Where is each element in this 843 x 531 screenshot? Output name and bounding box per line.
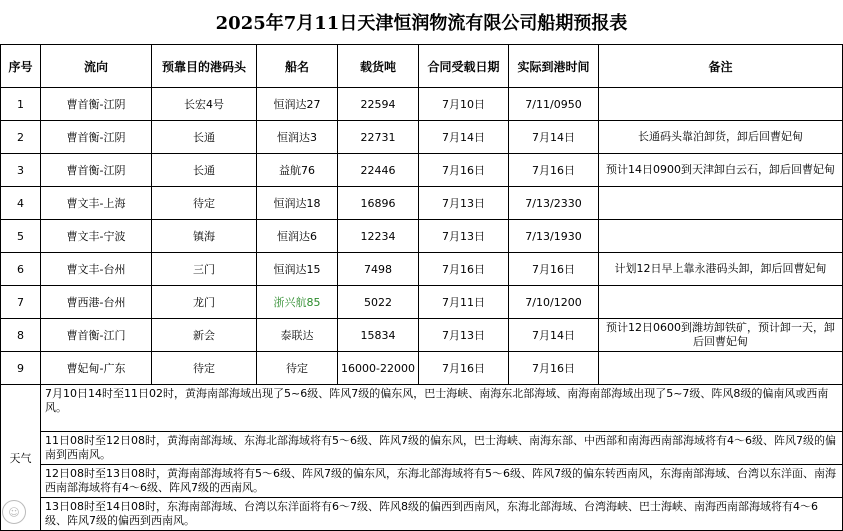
cell-port: 长通 [152, 154, 257, 187]
header-arrival: 实际到港时间 [509, 45, 599, 88]
cell-route: 曹首衡-江阴 [41, 88, 152, 121]
page-title: 2025年7月11日天津恒润物流有限公司船期预报表 [0, 0, 843, 45]
cell-no: 3 [1, 154, 41, 187]
cell-contract-date: 7月16日 [419, 253, 509, 286]
cell-contract-date: 7月10日 [419, 88, 509, 121]
weather-paragraph: 11日08时至12日08时，黄海南部海域、东海北部海域将有5～6级、阵风7级的偏东风，巴士海峡、南海东部、中西部和南海西南部海域将有4～6级、阵风7级的偏南到西南风。 [41, 431, 842, 464]
cell-route: 曹妃甸-广东 [41, 352, 152, 385]
table-row [1, 286, 843, 319]
cell-arrival: 7/10/1200 [509, 286, 599, 319]
table-row [1, 319, 843, 352]
cell-ship: 待定 [257, 352, 338, 385]
cell-route: 曹文丰-台州 [41, 253, 152, 286]
table-row [1, 253, 843, 286]
cell-no: 8 [1, 319, 41, 352]
cell-note: 预计14日0900到天津卸白云石，卸后回曹妃甸 [599, 154, 843, 187]
table-row [1, 88, 843, 121]
cell-arrival: 7/13/2330 [509, 187, 599, 220]
cell-ship: 恒润达18 [257, 187, 338, 220]
weather-cell [41, 385, 843, 531]
cell-ship: 恒润达3 [257, 121, 338, 154]
cell-tons: 22731 [338, 121, 419, 154]
cell-arrival: 7月14日 [509, 319, 599, 352]
cell-ship: 恒润达27 [257, 88, 338, 121]
cell-contract-date: 7月14日 [419, 121, 509, 154]
cell-note [599, 352, 843, 385]
cell-route: 曹首衡-江阴 [41, 154, 152, 187]
cell-tons: 7498 [338, 253, 419, 286]
cell-no: 5 [1, 220, 41, 253]
cell-note [599, 220, 843, 253]
cell-port: 新会 [152, 319, 257, 352]
cell-route: 曹首衡-江阴 [41, 121, 152, 154]
cell-note [599, 88, 843, 121]
cell-note [599, 187, 843, 220]
table-row [1, 220, 843, 253]
cell-ship: 浙兴航85 [257, 286, 338, 319]
cell-tons: 12234 [338, 220, 419, 253]
table-row [1, 121, 843, 154]
schedule-table [0, 44, 843, 531]
cell-port: 待定 [152, 187, 257, 220]
cell-arrival: 7月16日 [509, 352, 599, 385]
cell-port: 待定 [152, 352, 257, 385]
cell-note [599, 286, 843, 319]
weather-paragraph: 7月10日14时至11日02时，黄海南部海域出现了5~6级、阵风7级的偏东风，巴士海峡、南海东北部海域、南海南部海域出现了5~7级、阵风8级的偏南风或西南风。 [45, 387, 829, 414]
cell-ship: 泰联达 [257, 319, 338, 352]
cell-route: 曹西港-台州 [41, 286, 152, 319]
cell-note: 长通码头靠泊卸货，卸后回曹妃甸 [599, 121, 843, 154]
cell-arrival: 7/13/1930 [509, 220, 599, 253]
cell-route: 曹文丰-宁波 [41, 220, 152, 253]
cell-no: 9 [1, 352, 41, 385]
cell-no: 1 [1, 88, 41, 121]
cell-note: 预计12日0600到潍坊卸铁矿，预计卸一天，卸后回曹妃甸 [599, 319, 843, 352]
cell-port: 三门 [152, 253, 257, 286]
table-row [1, 154, 843, 187]
cell-contract-date: 7月13日 [419, 220, 509, 253]
header-note: 备注 [599, 45, 843, 88]
header-no: 序号 [1, 45, 41, 88]
cell-ship: 益航76 [257, 154, 338, 187]
cell-tons: 16896 [338, 187, 419, 220]
header-tons: 载货吨 [338, 45, 419, 88]
cell-contract-date: 7月16日 [419, 154, 509, 187]
header-port: 预靠目的港码头 [152, 45, 257, 88]
weather-label: 天气 [1, 385, 41, 531]
cell-tons: 15834 [338, 319, 419, 352]
cell-port: 长通 [152, 121, 257, 154]
cell-tons: 22446 [338, 154, 419, 187]
header-ship: 船名 [257, 45, 338, 88]
cell-tons: 5022 [338, 286, 419, 319]
cell-port: 镇海 [152, 220, 257, 253]
cell-tons: 22594 [338, 88, 419, 121]
weather-paragraph: 12日08时至13日08时，黄海南部海域将有5～6级、阵风7级的偏东风，东海北部海域将有5～6级、阵风7级的偏东转西南风，东海南部海域、台湾以东洋面、南海西南部海域将有4～6级、阵风7级的西南风。 [41, 464, 842, 497]
cell-contract-date: 7月11日 [419, 286, 509, 319]
cell-contract-date: 7月16日 [419, 352, 509, 385]
cell-route: 曹首衡-江门 [41, 319, 152, 352]
cell-port: 龙门 [152, 286, 257, 319]
header-row [1, 45, 843, 88]
cell-note: 计划12日早上靠永港码头卸，卸后回曹妃甸 [599, 253, 843, 286]
cell-ship: 恒润达6 [257, 220, 338, 253]
cell-no: 4 [1, 187, 41, 220]
cell-no: 2 [1, 121, 41, 154]
cell-route: 曹文丰-上海 [41, 187, 152, 220]
cell-arrival: 7月16日 [509, 253, 599, 286]
watermark-logo-icon: ☺ [2, 500, 26, 524]
cell-ship: 恒润达15 [257, 253, 338, 286]
cell-arrival: 7月16日 [509, 154, 599, 187]
cell-arrival: 7月14日 [509, 121, 599, 154]
cell-arrival: 7/11/0950 [509, 88, 599, 121]
cell-tons: 16000-22000 [338, 352, 419, 385]
cell-no: 7 [1, 286, 41, 319]
table-row [1, 352, 843, 385]
cell-contract-date: 7月13日 [419, 187, 509, 220]
weather-paragraph: 13日08时至14日08时，东海南部海域、台湾以东洋面将有6～7级、阵风8级的偏西到西南风，东海北部海域、台湾海峡、巴士海峡、南海西南部海域将有4～6级、阵风7级的偏西到西南风。 [41, 497, 842, 530]
header-route: 流向 [41, 45, 152, 88]
weather-row [1, 385, 843, 531]
cell-port: 长宏4号 [152, 88, 257, 121]
cell-contract-date: 7月13日 [419, 319, 509, 352]
table-row [1, 187, 843, 220]
cell-no: 6 [1, 253, 41, 286]
header-contract-date: 合同受载日期 [419, 45, 509, 88]
